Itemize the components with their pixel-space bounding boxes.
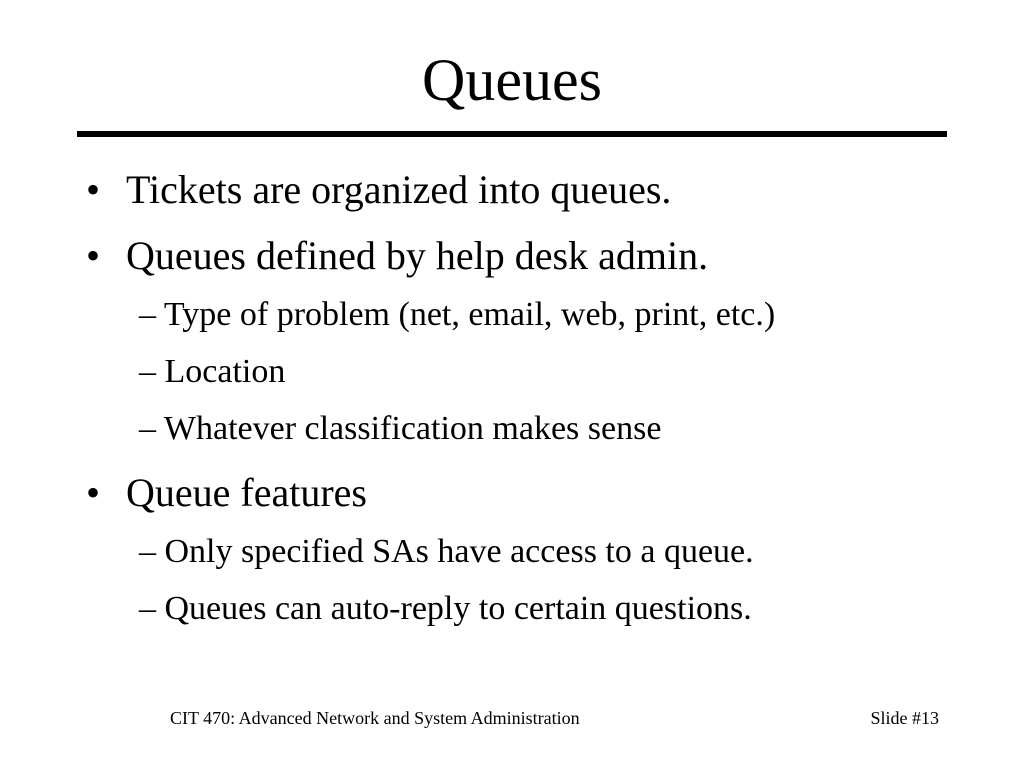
sub-text: Queues can auto-reply to certain questions. [164,590,752,627]
bullet-item [86,232,708,280]
bullet-marker: • [86,470,101,515]
sub-item [139,409,661,449]
sub-marker: – [139,410,156,447]
slide-title: Queues [422,47,602,113]
sub-marker: – [139,590,156,627]
bullet-item [86,469,367,517]
sub-item [139,532,754,572]
sub-text: Type of problem (net, email, web, print, etc.) [163,296,776,333]
footer-slide-number: Slide #13 [870,708,939,728]
bullet-item [86,166,671,214]
bullet-marker: • [86,167,101,212]
sub-text: Location [164,353,286,390]
sub-item [139,352,285,392]
sub-marker: – [139,353,156,390]
bullet-text: Queues defined by help desk admin. [126,233,709,278]
sub-item [139,295,775,335]
sub-item [139,589,752,629]
sub-marker: – [139,533,156,570]
sub-text: Only specified SAs have access to a queue. [164,533,754,570]
bullet-text: Tickets are organized into queues. [126,167,672,212]
footer-course-title: CIT 470: Advanced Network and System Administration [170,708,580,728]
bullet-marker: • [86,233,101,278]
bullet-text: Queue features [126,470,367,515]
sub-marker: – [139,296,156,333]
sub-text: Whatever classification makes sense [163,410,662,447]
